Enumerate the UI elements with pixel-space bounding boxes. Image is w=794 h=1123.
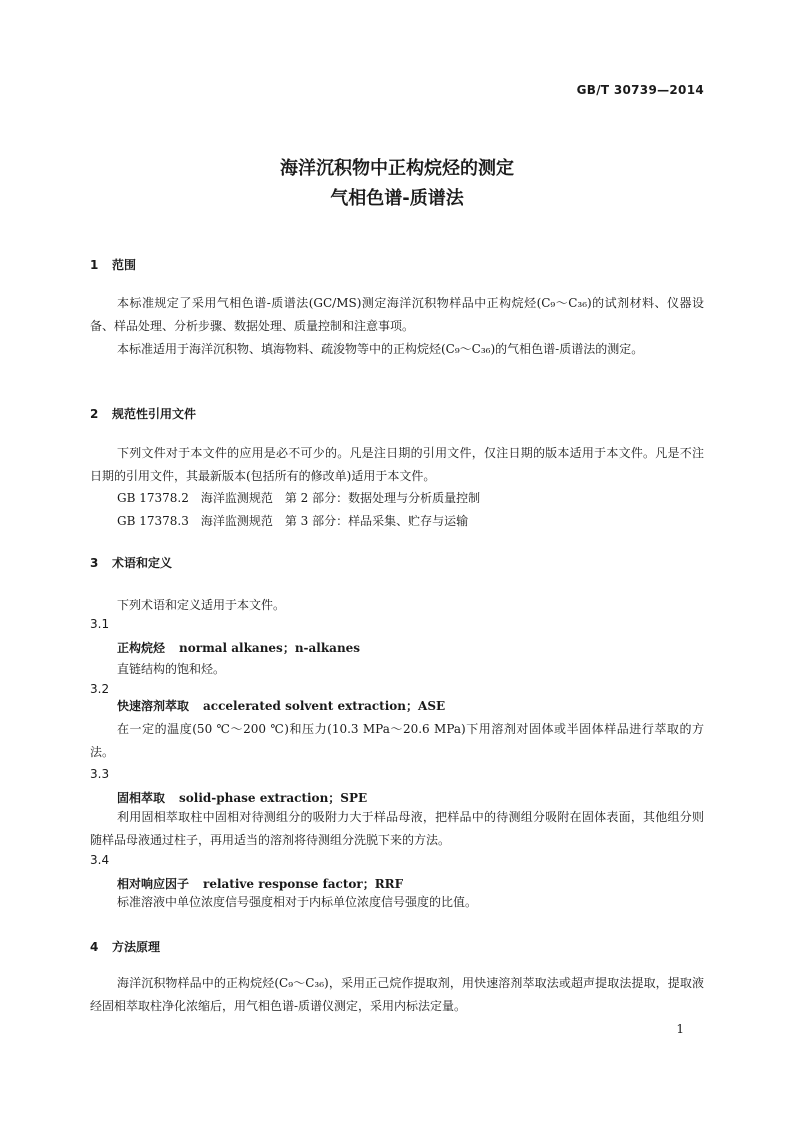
section-heading-terms (90, 554, 172, 571)
term-en: relative response factor；RRF (203, 877, 404, 891)
clause-number: 3.3 (90, 767, 110, 781)
section-number: 2 (90, 407, 99, 421)
paragraph: 本标准规定了采用气相色谱-质谱法(GC/MS)测定海洋沉积物样品中正构烷烃(C₉～C₃₆)的试剂材料、仪器设备、样品处理、分析步骤、数据处理、质量控制和注意事项。 (90, 296, 704, 333)
term-en: solid-phase extraction；SPE (179, 791, 368, 805)
page-number: 1 (676, 1022, 684, 1036)
term-definition: 在一定的温度(50 ℃～200 ℃)和压力(10.3 MPa～20.6 MPa)下用溶剂对固体或半固体样品进行萃取的方法。 (90, 722, 704, 759)
section-heading-principle (90, 938, 160, 955)
term-definition: 直链结构的饱和烃。 (117, 662, 226, 676)
document-title-line1: 海洋沉积物中正构烷烃的测定 (280, 158, 514, 179)
term-entry (117, 875, 403, 892)
reference-item: GB 17378.2 海洋监测规范 第 2 部分：数据处理与分析质量控制 (117, 491, 481, 505)
section-number: 1 (90, 258, 99, 272)
term-entry (117, 639, 360, 656)
clause-number: 3.4 (90, 853, 110, 867)
clause-number: 3.2 (90, 682, 110, 696)
section-number: 4 (90, 940, 99, 954)
reference-item: GB 17378.3 海洋监测规范 第 3 部分：样品采集、贮存与运输 (117, 514, 469, 528)
section-title: 方法原理 (112, 940, 161, 954)
term-en: normal alkanes；n-alkanes (179, 641, 361, 655)
section-heading-normative-references (90, 405, 196, 422)
term-definition: 标准溶液中单位浓度信号强度相对于内标单位浓度信号强度的比值。 (117, 895, 478, 909)
standard-code: GB/T 30739—2014 (576, 83, 704, 97)
term-zh: 相对响应因子 (117, 877, 190, 891)
term-zh: 固相萃取 (117, 791, 166, 805)
term-definition: 利用固相萃取柱中固相对待测组分的吸附力大于样品母液，把样品中的待测组分吸附在固体表面，其他组分则随样品母液通过柱子，再用适当的溶剂将待测组分洗脱下来的方法。 (90, 810, 704, 847)
section-title: 术语和定义 (112, 556, 173, 570)
section-heading-scope (90, 256, 136, 273)
term-entry (117, 697, 445, 714)
document-title-line2: 气相色谱-质谱法 (330, 188, 464, 209)
paragraph: 下列文件对于本文件的应用是必不可少的。凡是注日期的引用文件，仅注日期的版本适用于本文件。凡是不注日期的引用文件，其最新版本(包括所有的修改单)适用于本文件。 (90, 446, 704, 483)
term-entry (117, 789, 367, 806)
section-title: 范围 (112, 258, 137, 272)
paragraph: 海洋沉积物样品中的正构烷烃(C₉～C₃₆)，采用正己烷作提取剂，用快速溶剂萃取法或超声提取法提取，提取液经固相萃取柱净化浓缩后，用气相色谱-质谱仪测定，采用内标法定量。 (90, 976, 704, 1013)
section-number: 3 (90, 556, 99, 570)
paragraph: 下列术语和定义适用于本文件。 (117, 598, 286, 612)
term-en: accelerated solvent extraction；ASE (203, 699, 446, 713)
clause-number: 3.1 (90, 617, 110, 631)
term-zh: 正构烷烃 (117, 641, 166, 655)
paragraph: 本标准适用于海洋沉积物、填海物料、疏浚物等中的正构烷烃(C₉～C₃₆)的气相色谱-质谱法的测定。 (117, 342, 644, 356)
section-title: 规范性引用文件 (112, 407, 197, 421)
term-zh: 快速溶剂萃取 (117, 699, 190, 713)
